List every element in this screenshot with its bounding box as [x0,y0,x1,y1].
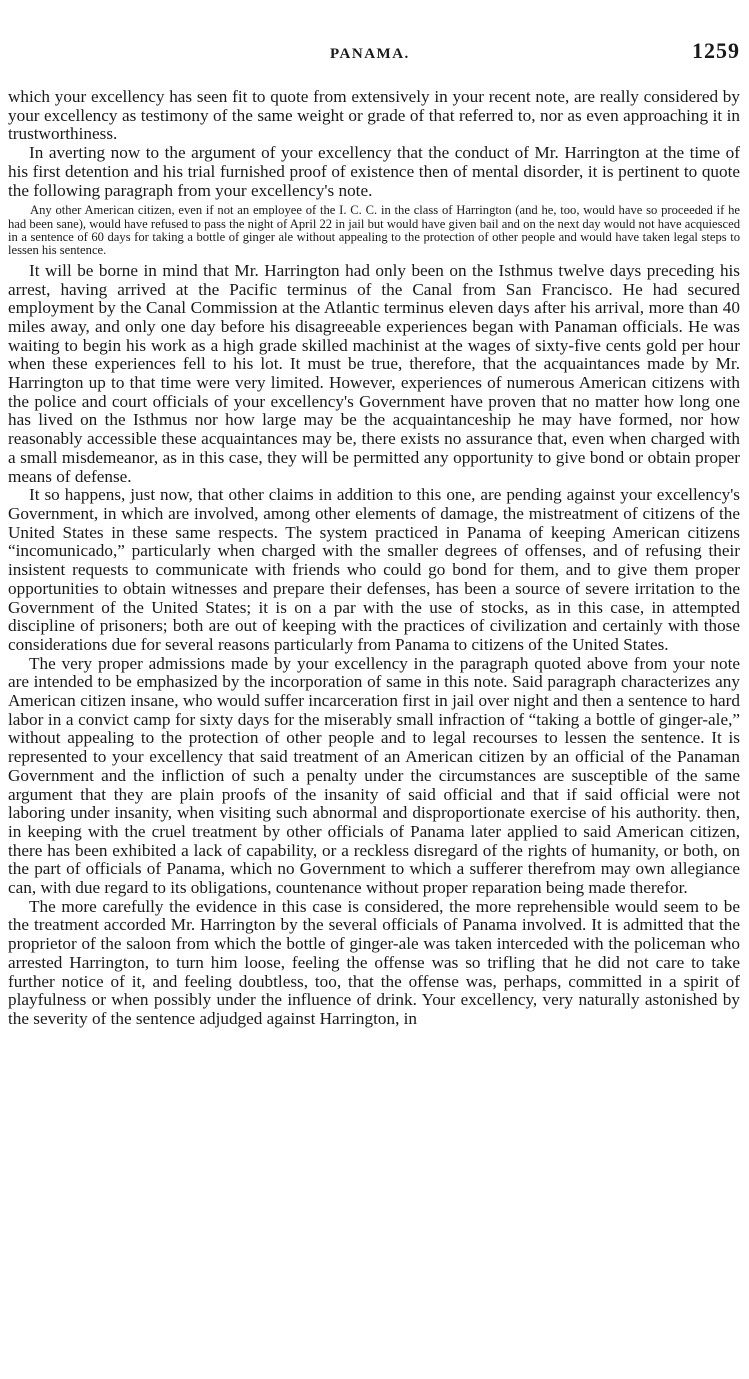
paragraph-other-claims: It so happens, just now, that other claims in addition to this one, are pending against your excellency's Government, in which are involved, among other elements of damage, the mistreatment of citizens of the United States in these same respects. The system practiced in Panama of keeping American citizens “incomunicado,” particularly when charged with the smaller degrees of offenses, and of refusing their insistent requests to communicate with friends who could go bond for them, and to give them proper opportunities to obtain witnesses and prepare their defenses, has been a source of severe irritation to the Government of the United States; it is on a par with the use of stocks, as in this case, in attempted discipline of prisoners; both are out of keeping with the practices of civilization and certainly with those considerations due for several reasons particularly from Panama to citizens of the United States. [8,485,740,654]
paragraph-proper-admissions: The very proper admissions made by your excellency in the paragraph quoted above from your note are intended to be emphasized by the incorporation of same in this note. Said paragraph characterizes any American citizen insane, who would suffer incarceration first in jail over night and then a sentence to hard labor in a convict camp for sixty days for the miserably small infraction of “taking a bottle of ginger-ale,” without appealing to the protection of other people and to legal recourses to lessen the sentence. It is represented to your excellency that said treatment of an American citizen by an official of the Panaman Government and the infliction of such a penalty under the circumstances are susceptible of the same argument that they are plain proofs of the insanity of said official and that if said official were not laboring under insanity, when visiting such abnormal and disproportionate exercise of his authority. then, in keeping with the cruel treatment by other officials of Panama later applied to said American citizen, there has been exhibited a lack of capability, or a reckless disregard of the rights of humanity, or both, on the part of officials of Panama, which no Government to which a sufferer therefrom may own allegiance can, with due regard to its obligations, countenance without proper reparation being made therefor. [8,653,740,898]
block-quote: Any other American citizen, even if not an employee of the I. C. C. in the class of Harrington (and he, too, would have so proceeded if he had been sane), would have refused to pass the night of April 22 in jail but would have given bail and on the next day would not have acquiesced in a sentence of 60 days for taking a bottle of ginger ale without appealing to the protection of other people and would have taken legal steps to lessen his sentence. [8,203,740,258]
paragraph-more-carefully: The more carefully the evidence in this case is considered, the more reprehensible would seem to be the treatment accorded Mr. Harrington by the several officials of Panama involved. It is admitted that the proprietor of the saloon from which the bottle of ginger-ale was taken interceded with the policeman who arrested Harrington, to turn him loose, feeling the offense was so trifling that he did not care to take further notice of it, and feeling doubtless, too, that the offense was, perhaps, committed in a spirit of playfulness or when possibly under the influence of drink. Your excellency, very naturally astonished by the severity of the sentence adjudged against Harrington, in [8,896,740,1028]
paragraph-averting: In averting now to the argument of your excellency that the conduct of Mr. Harrington at the time of his first detention and his trial furnished proof of existence then of mental disorder, it is pertinent to quote the following paragraph from your excellency's note. [8,143,740,200]
page-number: 1259 [692,38,740,63]
page-header [0,38,740,68]
body-text [8,88,740,1029]
paragraph-continued: which your excellency has seen fit to quote from extensively in your recent note, are really considered by your excellency as testimony of the same weight or grade of that referred to, nor as even approaching it in trustworthiness. [8,87,740,144]
running-title: PANAMA. [330,46,410,62]
paragraph-borne-in-mind: It will be borne in mind that Mr. Harrington had only been on the Isthmus twelve days preceding his arrest, having arrived at the Pacific terminus of the Canal from San Francisco. He had secured employment by the Canal Commission at the Atlantic terminus eleven days after his arrival, more than 40 miles away, and only one day before his disagreeable experiences began with Panaman officials. He was waiting to begin his work as a high grade skilled machinist at the wages of sixty-five cents gold per hour when these experiences fell to his lot. It must be true, therefore, that the acquaintances made by Mr. Harrington up to that time were very limited. However, experiences of numerous American citizens with the police and court officials of your excellency's Government have proven that no matter how long one has lived on the Isthmus nor how large may be the acquaintanceship he may have formed, nor how reasonably accessible these acquaintances may be, there exists no assurance that, even when charged with a small misdemeanor, as in this case, they will be permitted any opportunity to give bond or obtain proper means of defense. [8,260,740,486]
